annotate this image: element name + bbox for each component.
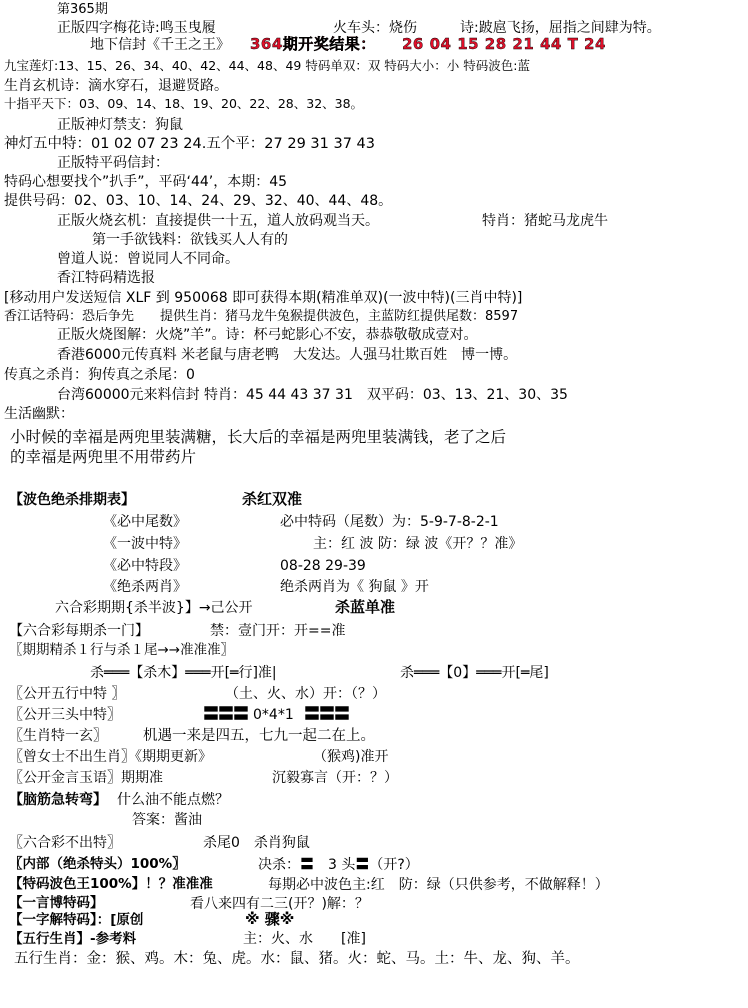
neibu-value: 决杀：〓 3 头〓（开?） (258, 857, 419, 873)
liuhe-banbo: 六合彩期期{杀半波}】→己公开 (55, 600, 253, 616)
humor-line-2: 的幸福是两兜里不用带药片 (10, 448, 197, 466)
jueshao-value: 绝杀两肖为《 狗鼠 》开 (280, 579, 429, 595)
gongkai-santou-value: 0*4*1 (253, 707, 294, 723)
yiyan-value: 看八来四有二三(开？)解：？ (190, 896, 369, 912)
four-char-poem: 正版四字梅花诗:鸣玉曳履 (57, 20, 216, 36)
wuxing-list: 五行生肖：金：猴、鸡。木：兔、虎。水：鼠、猪。火：蛇、马。土：牛、龙、狗、羊。 (14, 951, 580, 967)
buchu-label: 〖六合彩不出特〗 (9, 835, 121, 851)
shengxiao-poem: 生肖玄机诗：滴水穿石，退避贤路。 (4, 78, 228, 94)
jinyan-label: 〖公开金言玉语〗期期准 (9, 770, 163, 786)
santou-bars-right: 〓〓〓 (304, 704, 350, 723)
tigong-line: 提供号码：02、03、10、14、24、29、32、40、44、48。 (4, 193, 393, 209)
bose-title: 【波色绝杀排期表】 (9, 492, 135, 508)
diyishou-line: 第一手欲钱料：欲钱买人人有的 (92, 232, 288, 248)
yibo-value: 主：红 波 防：绿 波《开？？准》 (313, 536, 523, 552)
huoshao-line: 正版火烧玄机：直接提供一十五，道人放码观当天。 (57, 213, 379, 229)
zengdao-line: 曾道人说：曾说同人不同命。 (57, 251, 239, 267)
naojin-label: 【脑筋急转弯】 (9, 792, 107, 808)
jiubao-line: 九宝莲灯:13、15、26、34、40、42、44、48、49 特码单双：双 特码大小：小 特码波色:蓝 (4, 58, 530, 73)
bizhong-weishu-label: 《必中尾数》 (103, 514, 187, 530)
zengnvshi-label: 〖曾女士不出生肖〗《期期更新》 (9, 749, 212, 765)
pingma-line: 正版特平码信封： (57, 155, 169, 171)
issue-number: 第365期 (57, 2, 108, 17)
qiqi-jing: 〖期期精杀１行与杀１尾→→准准准〗 (9, 642, 235, 658)
zengnvshi-value: （猴鸡)准开 (313, 749, 389, 765)
teduan-value: 08-28 29-39 (280, 558, 366, 574)
jinzhi-line: 正版神灯禁支：狗鼠 (57, 117, 183, 133)
humor-line-1: 小时候的幸福是两兜里装满糖，长大后的幸福是两兜里装满钱，老了之后 (10, 428, 507, 446)
wuxing-value: 主：火、水 [准] (243, 931, 366, 947)
gongkai-wuxing-value: （土、火、水）开：（？） (225, 686, 386, 702)
xiangjiang-title: 香江特码精选报 (57, 270, 155, 286)
bizhong-weishu-value: 必中特码（尾数）为：5-9-7-8-2-1 (280, 514, 499, 530)
huoshao-tu-line: 正版火烧图解：火烧”羊”。诗：杯弓蛇影心不安，恭恭敬敬成壹对。 (57, 327, 478, 343)
texiao-line: 特肖：猪蛇马龙虎牛 (482, 213, 608, 229)
shendeng-line: 神灯五中特：01 02 07 23 24.五个平：27 29 31 37 43 (4, 136, 375, 152)
shenghuo-label: 生活幽默： (4, 406, 74, 422)
yizi-value: ※ 骤※ (245, 910, 295, 928)
shalan-label: 杀蓝单准 (335, 598, 396, 616)
gongkai-santou-label: 〖公开三头中特〗 (9, 707, 121, 723)
header-poem: 诗:跛扈飞扬，屈指之间肆为特。 (460, 20, 661, 36)
shengxiao-yixuan-label: 〖生肖特一玄〗 (9, 728, 107, 744)
yidong-line: [移动用户发送短信 XLF 到 950068 即可获得本期(精准单双)(一波中特)(三肖中特)] (4, 290, 523, 306)
meiqi-label: 【六合彩每期杀一门】 (9, 623, 149, 639)
shizhi-line: 十指平天下：03、09、14、18、19、20、22、28、32、38。 (4, 96, 364, 111)
underground-letter: 地下信封《千王之王》 (90, 37, 230, 53)
teduan-label: 《必中特段》 (103, 558, 187, 574)
jinyan-value: 沉毅寡言（开：？） (272, 770, 398, 786)
sha-row-a: 杀═══【杀木】═══开[═行]准| (90, 665, 277, 681)
santou-bars-left: 〓〓〓 (203, 704, 249, 723)
naojin-question: 什么油不能点燃？ (117, 792, 229, 808)
gongkai-wuxing-label: 〖公开五行中特 〗 (9, 686, 126, 702)
jueshao-label: 《绝杀两肖》 (103, 579, 187, 595)
xiangjiang-hua-line: 香江话特码：恐后争先 提供生肖：猪马龙牛兔猴提供波色，主蓝防红提供尾数：8597 (4, 309, 519, 324)
yibo-label: 《一波中特》 (103, 536, 187, 552)
result-numbers: 26 04 15 28 21 44 T 24 (402, 35, 606, 53)
wuxing-label: 【五行生肖】-参考料 (9, 931, 137, 947)
chuanzhen-line: 传真之杀肖：狗传真之杀尾：0 (4, 367, 195, 383)
naojin-answer: 答案：酱油 (132, 812, 202, 828)
yizi-label: 【一字解特码】：[原创 (9, 912, 144, 928)
taiwan-line: 台湾60000元来料信封 特肖：45 44 43 37 31 双平码：03、13、21、30、35 (57, 387, 568, 403)
fire-head: 火车头：烧伤 (333, 20, 417, 36)
buchu-value: 杀尾0 杀肖狗鼠 (203, 835, 310, 851)
xinxiang-line: 特码心想要找个”扒手”，平码‘44’，本期：45 (4, 174, 288, 190)
bosewang-value: 每期必中波色主:红 防：绿（只供参考，不做解释！） (268, 877, 609, 893)
hongkong-line: 香港6000元传真料 米老鼠与唐老鸭 大发达。人强马壮欺百姓 博一博。 (57, 347, 518, 363)
yiyan-label: 【一言博特码】 (9, 895, 104, 911)
result-label: 364期开奖结果： (250, 35, 376, 53)
bosewang-label: 【特码波色王100%】！？准准准 (9, 876, 213, 892)
meiqi-value: 禁：壹门开：开==准 (210, 623, 346, 639)
shahong-label: 杀红双准 (242, 490, 303, 508)
shengxiao-yixuan-value: 机遇一来是四五，七九一起二在上。 (143, 728, 375, 744)
neibu-label: 〖内部（绝杀特头）100%〗 (9, 856, 186, 872)
sha-row-b: 杀═══【0】═══开[═尾] (400, 665, 549, 681)
